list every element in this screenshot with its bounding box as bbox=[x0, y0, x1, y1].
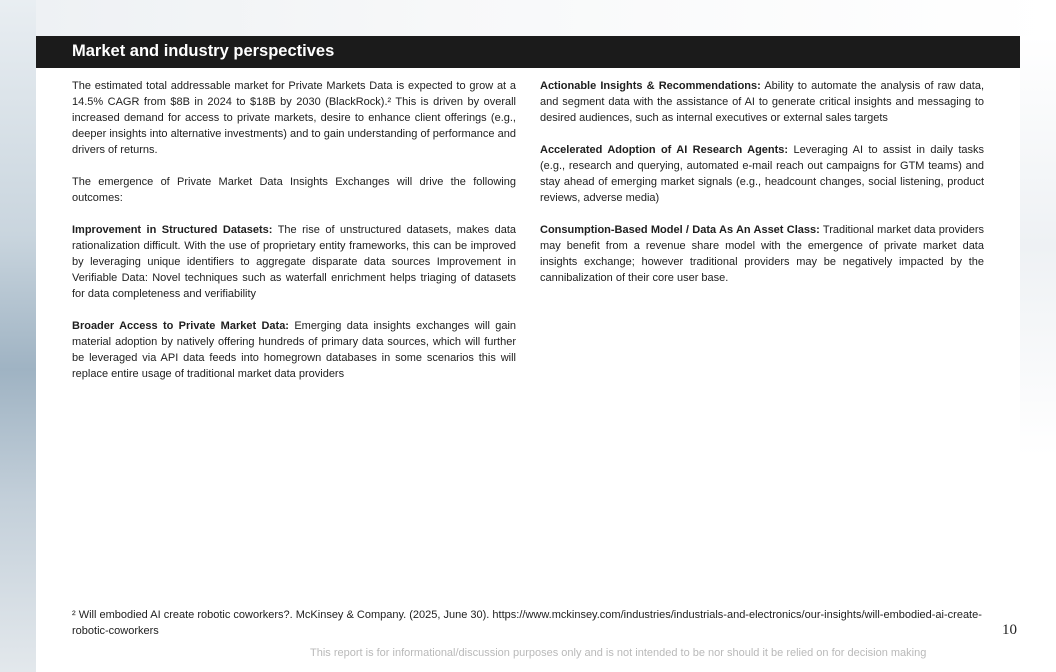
outcome-structured-datasets bbox=[72, 222, 516, 302]
section-title-bar bbox=[36, 36, 1020, 68]
section-title: Market and industry perspectives bbox=[72, 42, 335, 60]
outcome-consumption-model bbox=[540, 222, 984, 286]
right-column bbox=[540, 78, 984, 302]
background-image-right bbox=[1020, 36, 1056, 456]
left-column bbox=[72, 78, 516, 398]
disclaimer: This report is for informational/discussion purposes only and is not intended to be nor should it be relied on for decision making bbox=[310, 647, 927, 659]
footnote: ² Will embodied AI create robotic coworkers?. McKinsey & Company. (2025, June 30). https://www.mckinsey.com/industries/industrials-and-electronics/our-insights/will-embodied-ai-create-robotic-coworkers bbox=[72, 609, 982, 637]
outcome-heading: Actionable Insights & Recommendations: bbox=[540, 80, 761, 92]
outcome-actionable-insights bbox=[540, 78, 984, 126]
outcome-body: Ability to automate the analysis of raw data, and segment data with the assistance of AI to generate critical insights and messaging to desired audiences, such as internal executives or external sales targets bbox=[540, 80, 984, 124]
outcome-body: The rise of unstructured datasets, makes data rationalization difficult. With the use of proprietary entity frameworks, this can be improved by leveraging unique identifiers to aggregate disparate data sources Improvement in Verifiable Data: Novel techniques such as waterfall enrichment helps triaging of datasets for data completeness and verifiability bbox=[72, 224, 517, 300]
outcome-body: Emerging data insights exchanges will gain material adoption by natively offering hundreds of primary data sources, which will further be leveraged via API data feeds into homegrown databases in some scenarios this will replace entire usage of traditional market data providers bbox=[72, 320, 517, 380]
report-page bbox=[36, 36, 1020, 672]
outcome-heading: Improvement in Structured Datasets: bbox=[72, 224, 273, 236]
outcome-ai-research-agents bbox=[540, 142, 984, 206]
outcome-heading: Accelerated Adoption of AI Research Agents: bbox=[540, 144, 789, 156]
outcome-broader-access bbox=[72, 318, 516, 382]
page-number: 10 bbox=[1002, 622, 1017, 638]
outcome-body: Leveraging AI to assist in daily tasks (e.g., research and querying, automated e-mail reach out campaigns for GTM teams) and stay ahead of emerging market signals (e.g., headcount changes, social listening, product reviews, adverse media) bbox=[540, 144, 984, 204]
intro-paragraph: The estimated total addressable market for Private Markets Data is expected to grow at a 14.5% CAGR from $8B in 2024 to $18B by 2030 (BlackRock).² This is driven by overall increased demand for access to private markets, desire to enhance client offerings (e.g., deeper insights into alternative investments) and to gain understanding of performance and drivers of returns. bbox=[72, 80, 516, 156]
lead-in-paragraph: The emergence of Private Market Data Insights Exchanges will drive the following outcomes: bbox=[72, 176, 516, 204]
outcome-heading: Broader Access to Private Market Data: bbox=[72, 320, 289, 332]
outcome-body: Traditional market data providers may benefit from a revenue share model with the emergence of private market data insights exchange; however traditional providers may be negatively impacted by the cannibalization of their core user base. bbox=[540, 224, 984, 284]
background-image-left bbox=[0, 0, 36, 672]
background-image-top bbox=[36, 0, 1056, 36]
outcome-heading: Consumption-Based Model / Data As An Asset Class: bbox=[540, 224, 820, 236]
